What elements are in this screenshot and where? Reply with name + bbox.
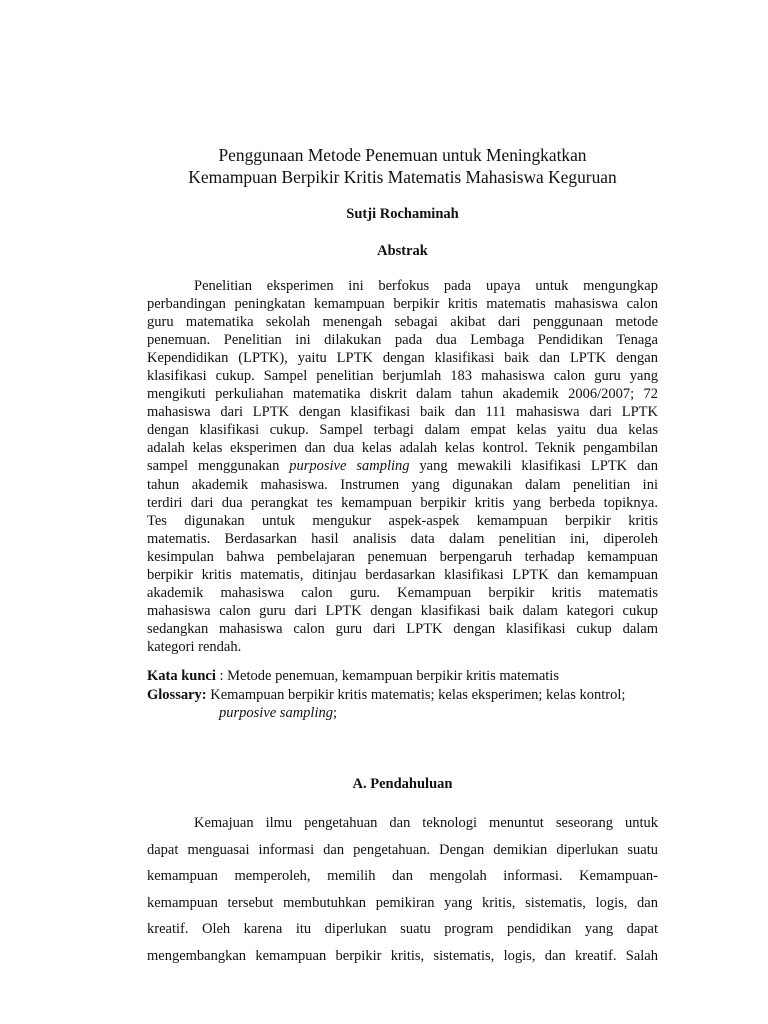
section-heading: A. Pendahuluan bbox=[352, 776, 453, 792]
keywords-block bbox=[147, 667, 658, 723]
body-line: kemampuan memperoleh, memilih dan mengolah informasi. Kemampuan- bbox=[147, 868, 658, 884]
abstract-line: matematis. Berdasarkan hasil analisis data dalam penelitian ini, diperoleh bbox=[147, 530, 658, 547]
abstract-line: kesimpulan bahwa pembelajaran penemuan berpengaruh terhadap kemampuan bbox=[147, 548, 658, 565]
glossary-row bbox=[147, 686, 658, 705]
abstract-line: dengan klasifikasi cukup. Sampel terbagi dalam empat kelas yaitu dua kelas bbox=[147, 422, 658, 439]
abstract-body bbox=[147, 277, 658, 656]
body-line: mengembangkan kemampuan berpikir kritis, sistematis, logis, dan kreatif. Salah bbox=[147, 947, 658, 964]
abstract-line-mixed bbox=[147, 457, 658, 475]
abstract-line: mengikuti perkuliahan matematika diskrit dalam tahun akademik 2006/2007; 72 bbox=[147, 386, 658, 403]
abstract-line: berpikir kritis matematis, ditinjau berdasarkan klasifikasi LPTK dan kemampuan bbox=[147, 566, 658, 583]
keywords-text: : Metode penemuan, kemampuan berpikir kritis matematis bbox=[215, 668, 559, 684]
abstract-line: adalah kelas eksperimen dan dua kelas adalah kelas kontrol. Teknik pengambilan bbox=[147, 440, 658, 457]
abstract-line: mahasiswa dari LPTK dengan klasifikasi baik dan 111 mahasiswa dari LPTK bbox=[147, 404, 658, 421]
abstract-line: terdiri dari dua perangkat tes kemampuan berpikir kritis yang berbeda topiknya. bbox=[147, 494, 658, 511]
body-line: dapat menguasai informasi dan pengetahuan. Dengan demikian diperlukan suatu bbox=[147, 841, 658, 858]
title-line-2: Kemampuan Berpikir Kritis Matematis Mahasiswa Keguruan bbox=[188, 167, 617, 187]
abstract-text-segment: yang mewakili klasifikasi LPTK dan bbox=[409, 458, 658, 475]
abstract-line: mahasiswa calon guru dari LPTK dengan klasifikasi baik dalam kategori cukup bbox=[147, 602, 658, 619]
abstract-line: tahun akademik mahasiswa. Instrumen yang digunakan dalam penelitian ini bbox=[147, 476, 658, 493]
abstract-heading: Abstrak bbox=[377, 243, 428, 259]
glossary-italic-term: purposive sampling bbox=[219, 705, 333, 721]
title-line-1: Penggunaan Metode Penemuan untuk Meningkatkan bbox=[218, 145, 587, 165]
abstract-line: Kependidikan (LPTK), yaitu LPTK dengan klasifikasi baik dan LPTK dengan bbox=[147, 350, 658, 367]
abstract-line: perbandingan peningkatan kemampuan berpikir kritis matematis mahasiswa calon bbox=[147, 296, 658, 313]
abstract-line: akademik mahasiswa calon guru. Kemampuan berpikir kritis matematis bbox=[147, 584, 658, 601]
abstract-line: guru matematika sekolah menengah sebagai akibat dari penggunaan metode bbox=[147, 314, 658, 331]
body-line: Kemajuan ilmu pengetahuan dan teknologi menuntut seseorang untuk bbox=[194, 815, 658, 831]
abstract-line: Penelitian eksperimen ini berfokus pada upaya untuk mengungkap bbox=[194, 278, 658, 294]
abstract-line: sedangkan mahasiswa calon guru dari LPTK dengan klasifikasi cukup dalam bbox=[147, 620, 658, 637]
glossary-text: Kemampuan berpikir kritis matematis; kelas eksperimen; kelas kontrol; bbox=[206, 686, 626, 703]
body-line: kreatif. Oleh karena itu diperlukan suatu program pendidikan yang dapat bbox=[147, 921, 658, 937]
author-name: Sutji Rochaminah bbox=[346, 206, 459, 222]
body-line: kemampuan tersebut membutuhkan pemikiran yang kritis, sistematis, logis, dan bbox=[147, 894, 658, 911]
paper-title bbox=[147, 144, 658, 188]
glossary-label: Glossary: bbox=[147, 686, 207, 703]
abstract-line: kategori rendah. bbox=[147, 638, 242, 655]
section-body bbox=[147, 810, 658, 969]
abstract-line: Tes digunakan untuk mengukur aspek-aspek kemampuan berpikir kritis bbox=[147, 512, 658, 529]
abstract-italic-term: purposive sampling bbox=[289, 458, 410, 475]
abstract-line: penemuan. Penelitian ini dilakukan pada dua Lembaga Pendidikan Tenaga bbox=[147, 332, 658, 349]
keywords-row bbox=[147, 667, 658, 686]
keywords-label: Kata kunci bbox=[147, 668, 216, 684]
glossary-row-continued bbox=[147, 704, 658, 723]
abstract-line: klasifikasi cukup. Sampel penelitian berjumlah 183 mahasiswa calon guru yang bbox=[147, 368, 658, 385]
abstract-text-segment: sampel menggunakan bbox=[147, 458, 290, 475]
glossary-suffix: ; bbox=[332, 705, 338, 721]
